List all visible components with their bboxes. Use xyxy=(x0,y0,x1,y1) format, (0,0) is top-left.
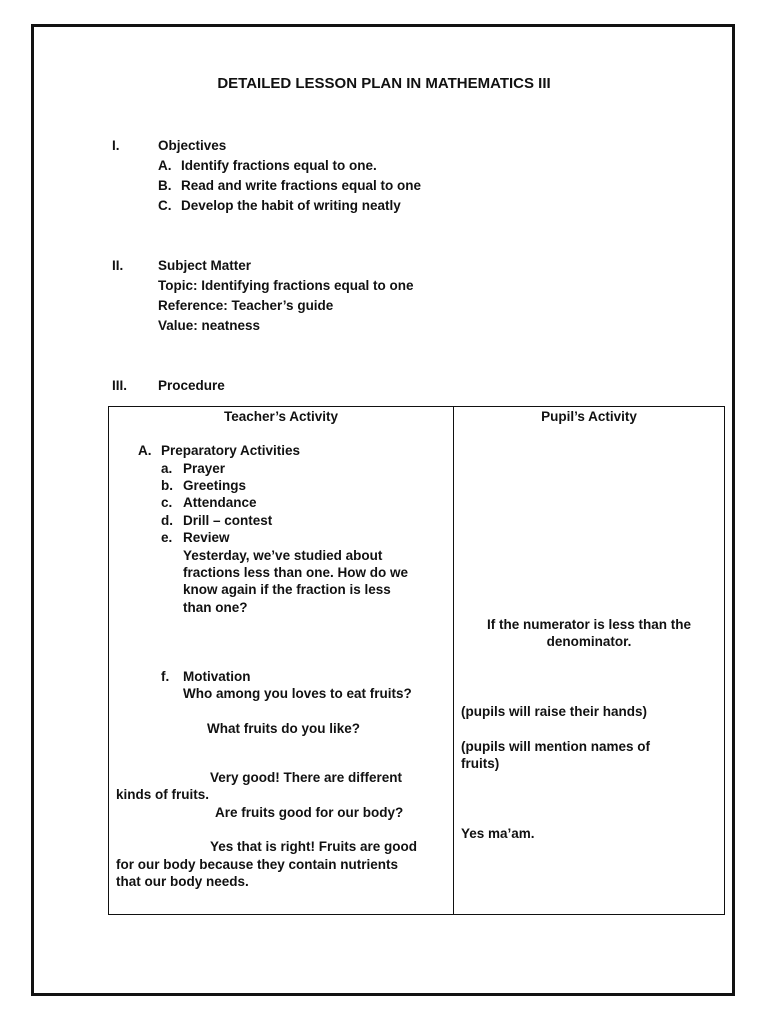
prep-heading: Preparatory Activities xyxy=(161,443,301,458)
review-line: than one? xyxy=(183,600,248,615)
section-numeral-subject-matter: II. xyxy=(112,258,124,273)
objective-letter: B. xyxy=(158,178,172,193)
teacher-statement: for our body because they contain nutrients xyxy=(116,857,399,872)
section-heading-objectives: Objectives xyxy=(158,138,227,153)
motivation-heading: Motivation xyxy=(183,669,251,684)
teacher-statement: that our body needs. xyxy=(116,874,249,889)
subject-topic: Topic: Identifying fractions equal to one xyxy=(158,278,414,293)
prep-item-text: Drill – contest xyxy=(183,513,273,528)
pupil-answer: denominator. xyxy=(546,634,632,649)
section-numeral-objectives: I. xyxy=(112,138,120,153)
motivation-question: Who among you loves to eat fruits? xyxy=(183,686,412,701)
objective-letter: A. xyxy=(158,158,172,173)
prep-item-letter: b. xyxy=(161,478,173,493)
pupil-answer: (pupils will raise their hands) xyxy=(461,704,648,719)
prep-item-letter: d. xyxy=(161,513,173,528)
pupil-answer: fruits) xyxy=(461,756,500,771)
pupil-answer: Yes ma’am. xyxy=(461,826,535,841)
teacher-statement: kinds of fruits. xyxy=(116,787,210,802)
motivation-question: What fruits do you like? xyxy=(207,721,361,736)
review-line: know again if the fraction is less xyxy=(183,582,391,597)
review-line: fractions less than one. How do we xyxy=(183,565,409,580)
teacher-statement: Yes that is right! Fruits are good xyxy=(210,839,418,854)
table-column-divider xyxy=(453,406,454,915)
pupil-answer: (pupils will mention names of xyxy=(461,739,651,754)
section-heading-subject-matter: Subject Matter xyxy=(158,258,252,273)
prep-item-text: Prayer xyxy=(183,461,226,476)
review-line: Yesterday, we’ve studied about xyxy=(183,548,383,563)
motivation-letter: f. xyxy=(161,669,170,684)
subject-value: Value: neatness xyxy=(158,318,261,333)
teacher-statement: Very good! There are different xyxy=(210,770,403,785)
prep-item-text: Greetings xyxy=(183,478,247,493)
subject-reference: Reference: Teacher’s guide xyxy=(158,298,334,313)
objective-text: Develop the habit of writing neatly xyxy=(181,198,401,213)
objective-text: Read and write fractions equal to one xyxy=(181,178,422,193)
pupil-answer: If the numerator is less than the xyxy=(486,617,692,632)
section-heading-procedure: Procedure xyxy=(158,378,225,393)
prep-item-letter: e. xyxy=(161,530,173,545)
prep-item-text: Review xyxy=(183,530,230,545)
objective-text: Identify fractions equal to one. xyxy=(181,158,377,173)
prep-item-text: Attendance xyxy=(183,495,257,510)
pupil-column-header: Pupil’s Activity xyxy=(541,409,637,424)
objective-letter: C. xyxy=(158,198,172,213)
prep-item-letter: c. xyxy=(161,495,173,510)
prep-item-letter: a. xyxy=(161,461,173,476)
document-title: DETAILED LESSON PLAN IN MATHEMATICS III xyxy=(217,75,551,92)
prep-letter: A. xyxy=(138,443,152,458)
teacher-column-header: Teacher’s Activity xyxy=(223,409,339,424)
teacher-question: Are fruits good for our body? xyxy=(215,805,404,820)
section-numeral-procedure: III. xyxy=(112,378,128,393)
